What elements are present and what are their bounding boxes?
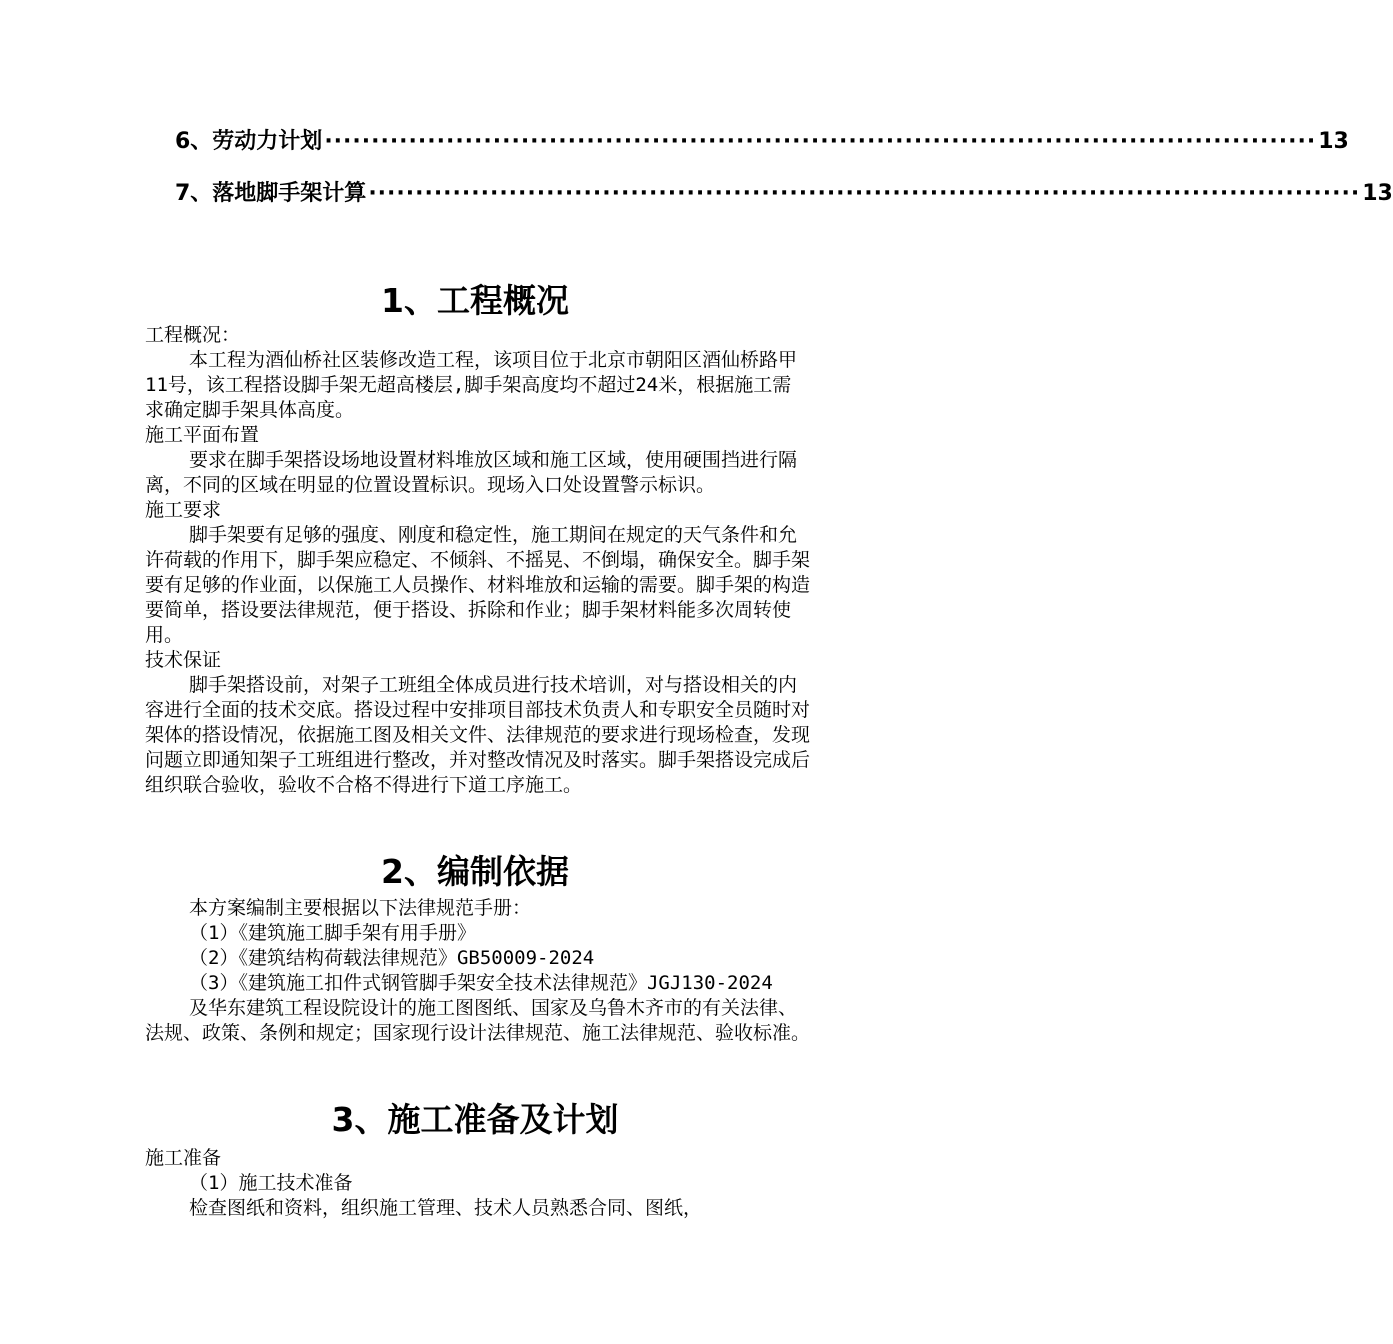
paragraph: 要求在脚手架搭设场地设置材料堆放区域和施工区域，使用硬围挡进行隔离，不同的区域在明显的位置设置标识。现场入口处设置警示标识。: [145, 449, 798, 496]
subheading: 施工准备: [145, 1147, 222, 1169]
table-of-contents: [175, 124, 1393, 228]
section-heading: 2、编制依据: [381, 852, 569, 891]
section-heading: 1、工程概况: [381, 281, 569, 320]
toc-entry[interactable]: [175, 176, 1393, 228]
section-heading: 3、施工准备及计划: [331, 1100, 619, 1139]
toc-leader-dots: ··········································································································: [324, 129, 1317, 154]
paragraph: 脚手架搭设前，对架子工班组全体成员进行技术培训，对与搭设相关的内容进行全面的技术交底。搭设过程中安排项目部技术负责人和专职安全员随时对架体的搭设情况，依据施工图及相关文件、法律规范的要求进行现场检查，发现问题立即通知架子工班组进行整改，并对整改情况及时落实。脚手架搭设完成后组织联合验收，验收不合格不得进行下道工序施工。: [145, 674, 811, 796]
subheading: 施工要求: [145, 499, 222, 521]
paragraph: 及华东建筑工程设院设计的施工图图纸、国家及乌鲁木齐市的有关法律、法规、政策、条例和规定；国家现行设计法律规范、施工法律规范、验收标准。: [145, 997, 811, 1044]
toc-entry-label: 6、劳动力计划: [175, 129, 323, 154]
section-body: [145, 323, 810, 798]
subheading: 工程概况：: [145, 324, 241, 346]
section-body: [145, 896, 810, 1046]
section-body: [145, 1146, 810, 1221]
toc-page-number: 13: [1318, 129, 1349, 154]
subheading: 施工平面布置: [145, 424, 260, 446]
subheading: 技术保证: [145, 649, 222, 671]
toc-entry[interactable]: [175, 124, 1349, 176]
list-item: （1）《建筑施工脚手架有用手册》: [189, 922, 476, 944]
list-item: （3）《建筑施工扣件式钢管脚手架安全技术法律规范》JGJ130-2024: [189, 972, 773, 994]
toc-leader-dots: ··········································································································: [368, 181, 1361, 206]
toc-entry-label: 7、落地脚手架计算: [175, 181, 367, 206]
paragraph: 本工程为酒仙桥社区装修改造工程，该项目位于北京市朝阳区酒仙桥路甲11号，该工程搭设脚手架无超高楼层,脚手架高度均不超过24米，根据施工需求确定脚手架具体高度。: [145, 349, 798, 421]
paragraph: 检查图纸和资料，组织施工管理、技术人员熟悉合同、图纸，: [189, 1197, 703, 1219]
subheading: （1）施工技术准备: [189, 1172, 353, 1194]
list-item: （2）《建筑结构荷载法律规范》GB50009-2024: [189, 947, 595, 969]
toc-page-number: 13: [1362, 181, 1393, 206]
paragraph: 脚手架要有足够的强度、刚度和稳定性，施工期间在规定的天气条件和允许荷载的作用下，脚手架应稳定、不倾斜、不摇晃、不倒塌，确保安全。脚手架要有足够的作业面，以保施工人员操作、材料堆放和运输的需要。脚手架的构造要简单，搭设要法律规范，便于搭设、拆除和作业；脚手架材料能多次周转使用。: [145, 524, 811, 646]
paragraph: 本方案编制主要根据以下法律规范手册：: [189, 897, 532, 919]
